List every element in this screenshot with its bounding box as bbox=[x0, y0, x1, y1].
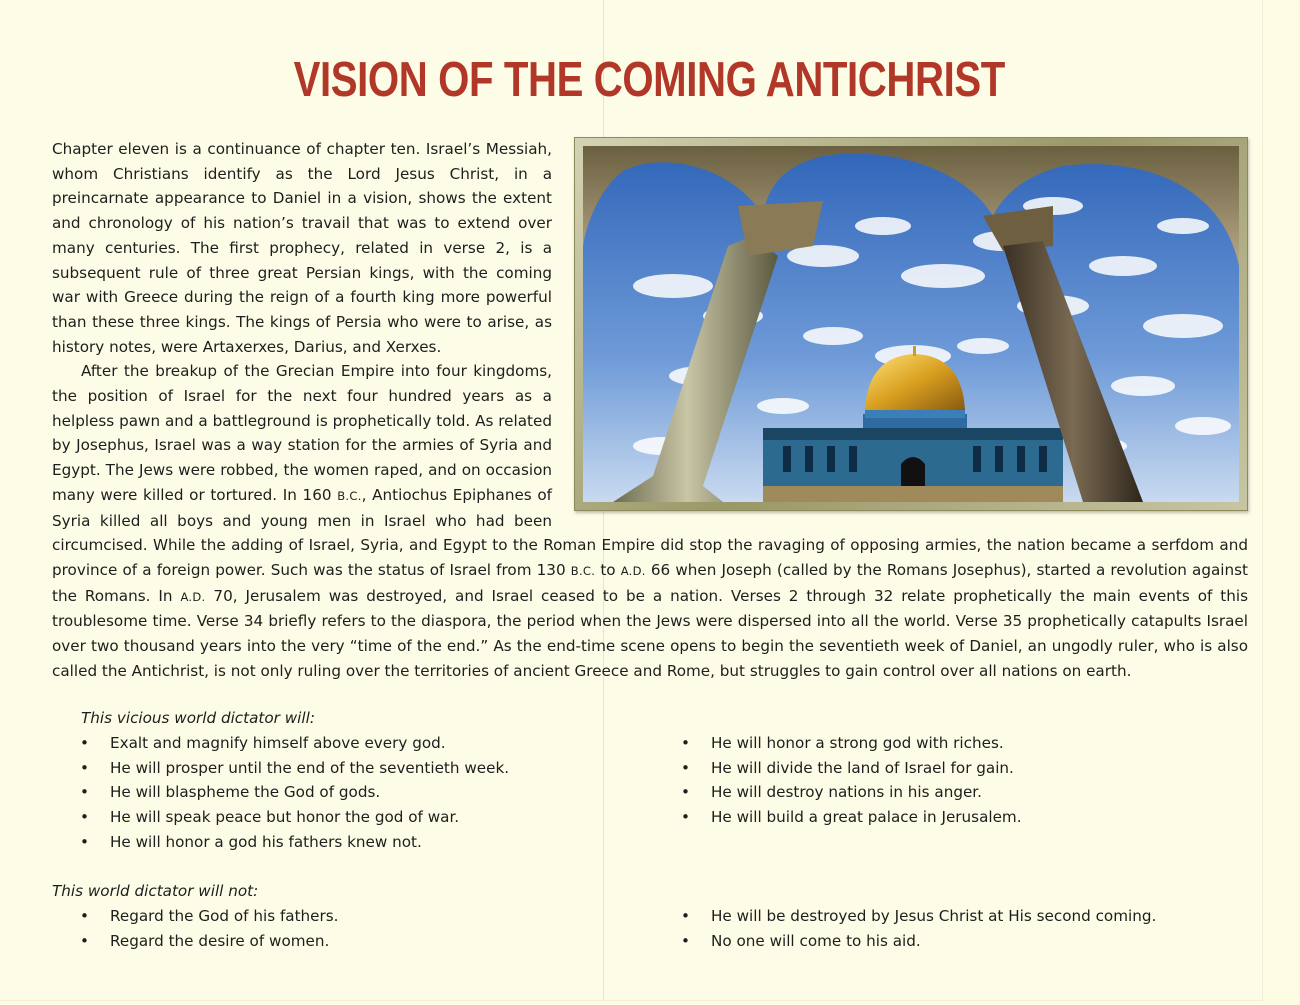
list-item: • Regard the God of his fathers. bbox=[80, 904, 339, 929]
list-item: • He will divide the land of Israel for gain. bbox=[681, 756, 1022, 781]
list-item: • He will destroy nations in his anger. bbox=[681, 780, 1022, 805]
paragraph-2-part-a: After the breakup of the Grecian Empire into four kingdoms, the position of Israel for the next four hundred years as a helpless pawn and a battleground is prophetically told. As related by Josephus, Israel was a way station for the armies of Syria and Egypt. The Jews were robbed, the women raped, and on occasion many were killed or tortured. In 160 bbox=[52, 362, 552, 504]
list-item: • No one will come to his aid. bbox=[681, 929, 1156, 954]
list-item: • He will blaspheme the God of gods. bbox=[80, 780, 509, 805]
era-ad-1: A.D. bbox=[620, 563, 646, 578]
list-item: • He will build a great palace in Jerusalem. bbox=[681, 805, 1022, 830]
list-item: • He will honor a god his fathers knew not. bbox=[80, 830, 509, 855]
article-body bbox=[52, 137, 1248, 683]
paragraph-2-part-b: , Antiochus Epiphanes of Syria killed all boys and young men in Israel who had been circumcised. While the adding of Israel, Syria, and Egypt to the Roman Empire did stop the ravaging of opposing armies, the nation became a serfdom and province of a foreign power. Such was the status of Israel from 130 bbox=[52, 485, 1248, 579]
page-title: VISION OF THE COMING ANTICHRIST bbox=[293, 53, 1005, 107]
list-item: • He will be destroyed by Jesus Christ at His second coming. bbox=[681, 904, 1156, 929]
photo-illustration bbox=[583, 146, 1239, 502]
will-not-intro: This world dictator will not: bbox=[52, 882, 259, 900]
list-item: • He will honor a strong god with riches. bbox=[681, 731, 1022, 756]
will-list-left bbox=[80, 731, 509, 855]
will-not-list-right bbox=[681, 904, 1156, 953]
list-item: • He will prosper until the end of the seventieth week. bbox=[80, 756, 509, 781]
will-intro: This vicious world dictator will: bbox=[81, 709, 315, 727]
paragraph-2-part-d: 66 when Joseph (called by the Romans Josephus), started a revolution against the Romans. In bbox=[52, 560, 1249, 605]
era-bc-2: B.C. bbox=[570, 563, 596, 578]
paragraph-1: Chapter eleven is a continuance of chapter ten. Israel’s Messiah, whom Christians identify as the Lord Jesus Christ, in a preincarnate appearance to Daniel in a vision, shows the extent and chronology of his nation’s travail that was to extend over many centuries. The first prophecy, related in verse 2, is a subsequent rule of three great Persian kings, with the coming war with Greece during the reign of a fourth king more powerful than these three kings. The kings of Persia who were to arise, as history notes, were Artaxerxes, Darius, and Xerxes. bbox=[52, 140, 552, 356]
era-bc-1: B.C. bbox=[337, 488, 362, 503]
list-item: • He will speak peace but honor the god of war. bbox=[80, 805, 509, 830]
will-list-right bbox=[681, 731, 1022, 830]
will-not-list-left bbox=[80, 904, 339, 953]
paragraph-2-part-e: 70, Jerusalem was destroyed, and Israel ceased to be a nation. Verses 2 through 32 relate prophetically the main events of this troublesome time. Verse 34 briefly refers to the diaspora, the period when the Jews were dispersed into all the world. Verse 35 prophetically catapults Israel over two thousand years into the very “time of the end.” As the end-time scene opens to begin the seventieth week of Daniel, an ungodly ruler, who is also called the Antichrist, is not only ruling over the territories of ancient Greece and Rome, but struggles to gain control over all nations on earth. bbox=[52, 586, 1248, 680]
dome-of-the-rock-photo bbox=[574, 137, 1248, 511]
era-ad-2: A.D. bbox=[180, 589, 206, 604]
list-item: • Exalt and magnify himself above every god. bbox=[80, 731, 509, 756]
list-item: • Regard the desire of women. bbox=[80, 929, 339, 954]
paragraph-2-part-c: to bbox=[595, 560, 621, 579]
